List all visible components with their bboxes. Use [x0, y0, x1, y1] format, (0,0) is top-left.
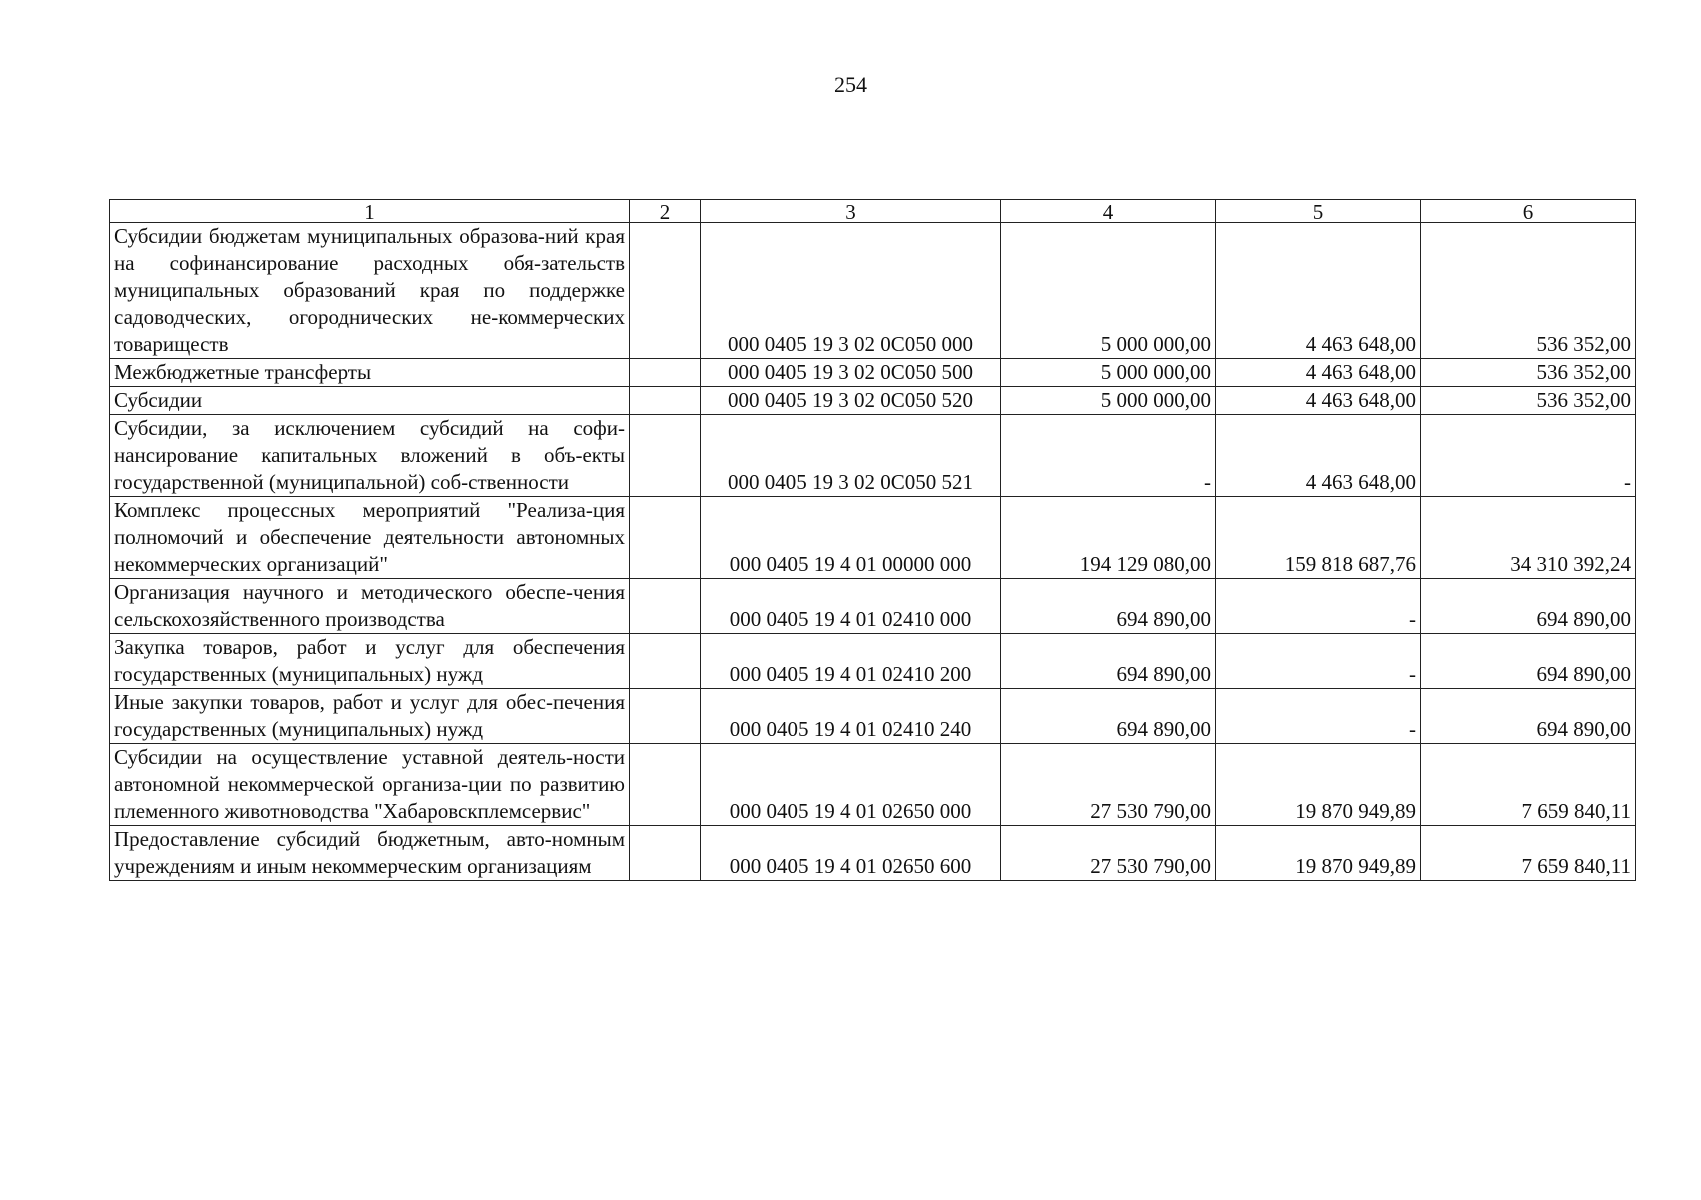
page-number: 254	[834, 72, 867, 97]
row-value-4: 27 530 790,00	[1001, 826, 1216, 881]
row-col2	[630, 744, 701, 826]
table-row	[110, 387, 1636, 415]
row-value-4: 694 890,00	[1001, 579, 1216, 634]
row-code: 000 0405 19 3 02 0С050 500	[701, 359, 1001, 387]
row-value-4: 5 000 000,00	[1001, 387, 1216, 415]
row-name: Субсидии	[110, 387, 630, 415]
row-value-4: -	[1001, 415, 1216, 497]
table-row	[110, 415, 1636, 497]
row-col2	[630, 634, 701, 689]
row-value-5: 19 870 949,89	[1216, 826, 1421, 881]
table-row	[110, 744, 1636, 826]
row-name: Закупка товаров, работ и услуг для обеспечения государственных (муниципальных) нужд	[110, 634, 630, 689]
budget-table	[109, 199, 1636, 881]
row-value-6: 536 352,00	[1421, 387, 1636, 415]
row-value-4: 5 000 000,00	[1001, 359, 1216, 387]
row-value-6: 694 890,00	[1421, 634, 1636, 689]
row-col2	[630, 387, 701, 415]
row-col2	[630, 826, 701, 881]
row-value-5: 4 463 648,00	[1216, 387, 1421, 415]
row-value-6: 694 890,00	[1421, 689, 1636, 744]
row-value-4: 694 890,00	[1001, 634, 1216, 689]
row-value-4: 194 129 080,00	[1001, 497, 1216, 579]
row-value-6: 34 310 392,24	[1421, 497, 1636, 579]
row-value-5: 159 818 687,76	[1216, 497, 1421, 579]
column-header-1: 1	[110, 200, 630, 223]
row-code: 000 0405 19 4 01 02650 600	[701, 826, 1001, 881]
row-value-5: -	[1216, 579, 1421, 634]
table-row	[110, 826, 1636, 881]
row-code: 000 0405 19 4 01 02410 240	[701, 689, 1001, 744]
row-col2	[630, 497, 701, 579]
row-col2	[630, 223, 701, 359]
header-row	[110, 200, 1636, 223]
row-value-4: 27 530 790,00	[1001, 744, 1216, 826]
row-name: Комплекс процессных мероприятий "Реализа-ция полномочий и обеспечение деятельности автономных некоммерческих организаций"	[110, 497, 630, 579]
table-row	[110, 689, 1636, 744]
row-name: Межбюджетные трансферты	[110, 359, 630, 387]
row-value-5: 4 463 648,00	[1216, 359, 1421, 387]
row-code: 000 0405 19 3 02 0С050 521	[701, 415, 1001, 497]
row-value-6: 7 659 840,11	[1421, 744, 1636, 826]
column-header-3: 3	[701, 200, 1001, 223]
row-code: 000 0405 19 4 01 02650 000	[701, 744, 1001, 826]
row-value-6: 694 890,00	[1421, 579, 1636, 634]
row-code: 000 0405 19 3 02 0С050 520	[701, 387, 1001, 415]
row-value-6: 7 659 840,11	[1421, 826, 1636, 881]
row-code: 000 0405 19 4 01 02410 200	[701, 634, 1001, 689]
row-col2	[630, 415, 701, 497]
table-row	[110, 359, 1636, 387]
table-row	[110, 223, 1636, 359]
row-name: Субсидии бюджетам муниципальных образова-ний края на софинансирование расходных обя-зательств муниципальных образований края по поддержке садоводческих, огороднических не-коммерческих товариществ	[110, 223, 630, 359]
column-header-5: 5	[1216, 200, 1421, 223]
table-row	[110, 634, 1636, 689]
row-name: Субсидии на осуществление уставной деятель-ности автономной некоммерческой организа-ции по развитию племенного животноводства "Хабаровскплемсервис"	[110, 744, 630, 826]
table-row	[110, 497, 1636, 579]
row-name: Субсидии, за исключением субсидий на софи-нансирование капитальных вложений в объ-екты государственной (муниципальной) соб-ственности	[110, 415, 630, 497]
column-header-6: 6	[1421, 200, 1636, 223]
row-name: Предоставление субсидий бюджетным, авто-номным учреждениям и иным некоммерческим организациям	[110, 826, 630, 881]
row-value-4: 5 000 000,00	[1001, 223, 1216, 359]
row-name: Иные закупки товаров, работ и услуг для обес-печения государственных (муниципальных) нужд	[110, 689, 630, 744]
row-value-4: 694 890,00	[1001, 689, 1216, 744]
row-code: 000 0405 19 3 02 0С050 000	[701, 223, 1001, 359]
row-value-6: 536 352,00	[1421, 359, 1636, 387]
row-col2	[630, 689, 701, 744]
table-row	[110, 579, 1636, 634]
row-value-5: 4 463 648,00	[1216, 415, 1421, 497]
row-name: Организация научного и методического обеспе-чения сельскохозяйственного производства	[110, 579, 630, 634]
row-code: 000 0405 19 4 01 02410 000	[701, 579, 1001, 634]
row-value-6: 536 352,00	[1421, 223, 1636, 359]
row-code: 000 0405 19 4 01 00000 000	[701, 497, 1001, 579]
row-value-5: 19 870 949,89	[1216, 744, 1421, 826]
column-header-4: 4	[1001, 200, 1216, 223]
row-value-5: -	[1216, 634, 1421, 689]
row-value-5: -	[1216, 689, 1421, 744]
row-value-6: -	[1421, 415, 1636, 497]
row-col2	[630, 579, 701, 634]
row-value-5: 4 463 648,00	[1216, 223, 1421, 359]
row-col2	[630, 359, 701, 387]
column-header-2: 2	[630, 200, 701, 223]
